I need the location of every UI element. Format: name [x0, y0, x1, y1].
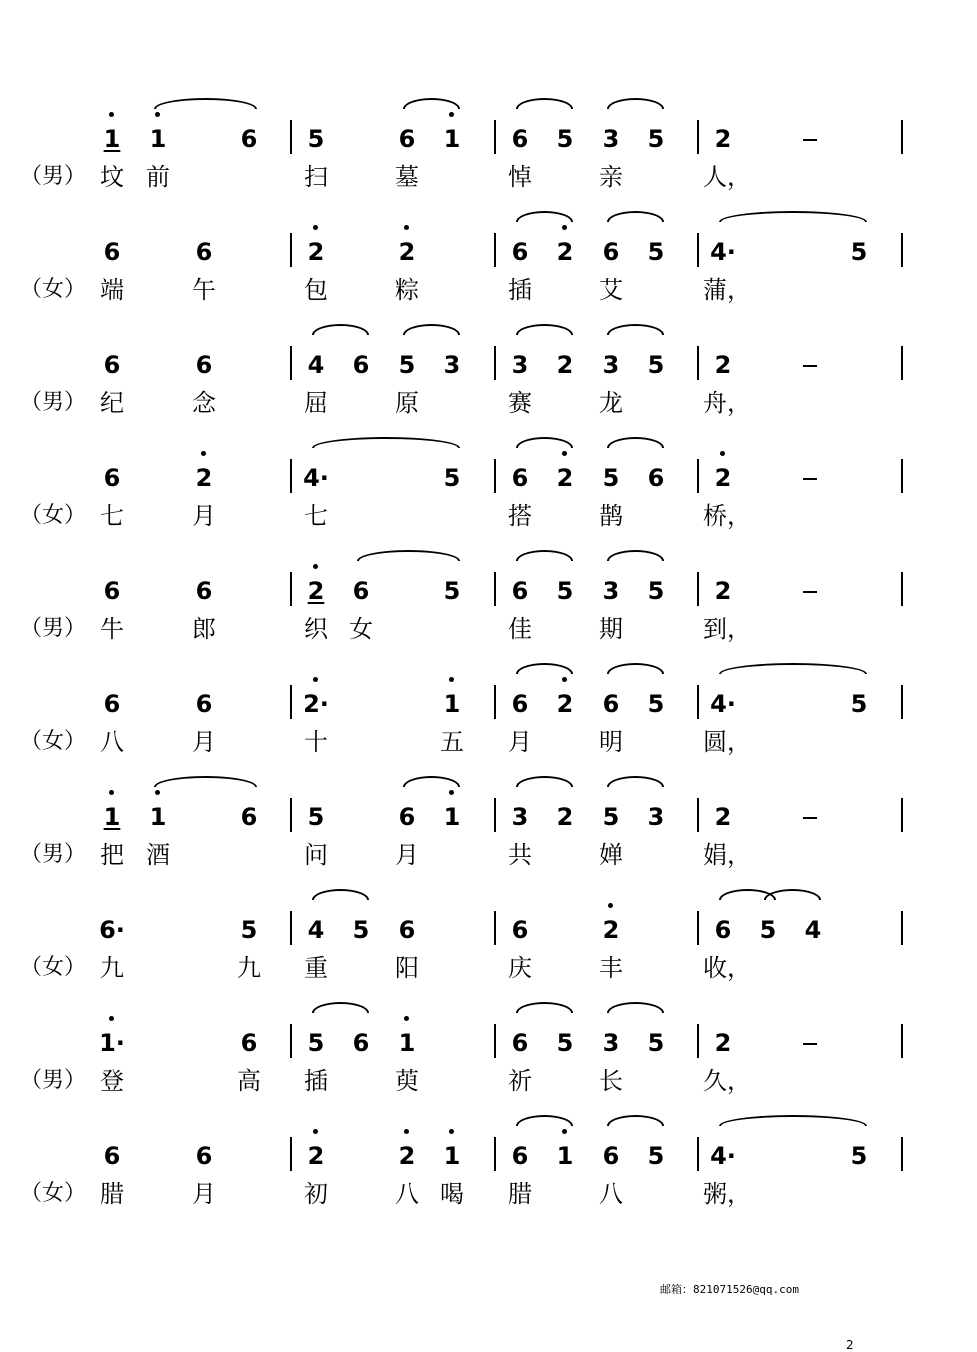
- note: 6: [352, 351, 370, 379]
- bar-line: [494, 233, 496, 267]
- note: 5: [307, 1029, 325, 1057]
- note: 2: [392, 1141, 422, 1171]
- note: 6: [511, 1029, 529, 1057]
- lyric-char: 腊: [100, 1180, 124, 1208]
- lyric-char: 屈: [304, 389, 328, 417]
- high-octave-dot: [449, 112, 454, 117]
- note: 6: [103, 690, 121, 718]
- lyric-char: 亲: [599, 163, 623, 191]
- lyric-char: 粽: [395, 276, 419, 304]
- lyric-char: 五: [440, 728, 464, 756]
- singer-label: （男）: [20, 390, 87, 415]
- bar-line: [901, 572, 903, 606]
- bar-line: [290, 911, 292, 945]
- high-octave-dot: [562, 1129, 567, 1134]
- slur: [403, 98, 460, 109]
- lyric-char: 月: [395, 841, 419, 869]
- note: 4: [307, 351, 325, 379]
- high-octave-dot: [449, 1129, 454, 1134]
- lyric-char: 萸: [395, 1067, 419, 1095]
- lyric-char: 原: [395, 389, 419, 417]
- lyric-char: 端: [100, 276, 124, 304]
- high-octave-dot: [155, 112, 160, 117]
- bar-line: [290, 1137, 292, 1171]
- lyric-char: 包: [304, 276, 328, 304]
- lyric-char: 高: [237, 1067, 261, 1095]
- lyric-char: 念: [192, 389, 216, 417]
- bar-line: [290, 233, 292, 267]
- lyric-char: 把: [100, 841, 124, 869]
- lyric-char: 祈: [508, 1067, 532, 1095]
- singer-label: （女）: [20, 503, 87, 528]
- sustain-dash: [803, 139, 817, 141]
- lyric-char: 收，: [703, 954, 751, 982]
- lyric-char: 八: [100, 728, 124, 756]
- lyric-char: 到，: [703, 615, 751, 643]
- lyric-char: 重: [304, 954, 328, 982]
- note: 2: [714, 803, 732, 831]
- lyric-char: 问: [304, 841, 328, 869]
- lyric-char: 十: [304, 728, 328, 756]
- bar-line: [697, 120, 699, 154]
- slur: [607, 98, 664, 109]
- music-system: [0, 237, 977, 349]
- high-octave-dot: [109, 112, 114, 117]
- lyric-char: 七: [100, 502, 124, 530]
- bar-line: [290, 459, 292, 493]
- note: 6: [647, 464, 665, 492]
- bar-line: [494, 120, 496, 154]
- note: 5: [602, 803, 620, 831]
- singer-label: （女）: [20, 1181, 87, 1206]
- bar-line: [901, 1137, 903, 1171]
- lyric-char: 腊: [508, 1180, 532, 1208]
- note: 4·: [710, 238, 736, 266]
- music-system: [0, 689, 977, 801]
- high-octave-dot: [109, 1016, 114, 1021]
- note: 6: [511, 690, 529, 718]
- note: 2: [596, 915, 626, 945]
- lyric-char: 九: [100, 954, 124, 982]
- note: 5: [307, 125, 325, 153]
- note: 1: [97, 802, 127, 832]
- note: 6: [103, 577, 121, 605]
- sustain-dash: [803, 817, 817, 819]
- lyric-char: 龙: [599, 389, 623, 417]
- note: 2: [189, 463, 219, 493]
- lyric-char: 舟，: [703, 389, 751, 417]
- bar-line: [901, 911, 903, 945]
- note: 5: [647, 238, 665, 266]
- music-system: [0, 350, 977, 462]
- lyric-char: 牛: [100, 615, 124, 643]
- note: 2: [714, 125, 732, 153]
- music-system: [0, 463, 977, 575]
- note: 6: [103, 238, 121, 266]
- bar-line: [290, 798, 292, 832]
- note: 1: [437, 1141, 467, 1171]
- bar-line: [901, 1024, 903, 1058]
- lyric-char: 郎: [192, 615, 216, 643]
- note: 5: [647, 690, 665, 718]
- bar-line: [494, 685, 496, 719]
- note: 2: [708, 463, 738, 493]
- note: 1: [392, 1028, 422, 1058]
- note: 2: [714, 351, 732, 379]
- high-octave-dot: [562, 451, 567, 456]
- lyric-char: 期: [599, 615, 623, 643]
- singer-label: （男）: [20, 842, 87, 867]
- note: 2: [714, 1029, 732, 1057]
- high-octave-dot: [404, 225, 409, 230]
- sustain-dash: [803, 1043, 817, 1045]
- lyric-char: 月: [192, 1180, 216, 1208]
- note: 1: [437, 689, 467, 719]
- bar-line: [697, 1137, 699, 1171]
- note: 3: [511, 803, 529, 831]
- lyric-char: 婵: [599, 841, 623, 869]
- lyric-char: 月: [192, 502, 216, 530]
- lyric-char: 娟，: [703, 841, 751, 869]
- note: 5: [647, 351, 665, 379]
- high-octave-dot: [313, 225, 318, 230]
- lyric-char: 午: [192, 276, 216, 304]
- note: 2: [556, 803, 574, 831]
- singer-label: （男）: [20, 616, 87, 641]
- note: 6: [195, 238, 213, 266]
- note: 5: [647, 577, 665, 605]
- lyric-char: 月: [508, 728, 532, 756]
- note: 3: [602, 351, 620, 379]
- slur: [516, 98, 573, 109]
- note: 2: [550, 237, 580, 267]
- bar-line: [494, 346, 496, 380]
- bar-line: [697, 572, 699, 606]
- note: 5: [850, 238, 868, 266]
- lyric-char: 月: [192, 728, 216, 756]
- music-system: [0, 802, 977, 914]
- high-octave-dot: [313, 677, 318, 682]
- bar-line: [494, 572, 496, 606]
- note: 4·: [303, 464, 329, 492]
- note: 6: [103, 1142, 121, 1170]
- music-system: [0, 1141, 977, 1253]
- note: 6: [195, 351, 213, 379]
- bar-line: [901, 685, 903, 719]
- high-octave-dot: [404, 1129, 409, 1134]
- lyric-char: 长: [599, 1067, 623, 1095]
- lyric-char: 阳: [395, 954, 419, 982]
- lyric-char: 悼: [508, 163, 532, 191]
- slur: [154, 98, 257, 109]
- note: 5: [647, 1142, 665, 1170]
- bar-line: [290, 1024, 292, 1058]
- note: 6: [240, 1029, 258, 1057]
- note: 4: [307, 916, 325, 944]
- bar-line: [290, 120, 292, 154]
- singer-label: （女）: [20, 729, 87, 754]
- note: 5: [850, 1142, 868, 1170]
- bar-line: [494, 1137, 496, 1171]
- lyric-char: 八: [395, 1180, 419, 1208]
- sustain-dash: [803, 478, 817, 480]
- note: 5: [647, 1029, 665, 1057]
- high-octave-dot: [201, 451, 206, 456]
- bar-line: [901, 346, 903, 380]
- note: 6: [602, 1142, 620, 1170]
- high-octave-dot: [720, 451, 725, 456]
- lyric-char: 插: [508, 276, 532, 304]
- high-octave-dot: [562, 225, 567, 230]
- note: 5: [556, 125, 574, 153]
- lyric-char: 插: [304, 1067, 328, 1095]
- lyric-char: 蒲，: [703, 276, 751, 304]
- note: 5: [352, 916, 370, 944]
- lyric-char: 八: [599, 1180, 623, 1208]
- note: 1: [550, 1141, 580, 1171]
- note: 6: [511, 464, 529, 492]
- note: 6: [240, 125, 258, 153]
- bar-line: [901, 459, 903, 493]
- note: 2: [550, 689, 580, 719]
- note: 2: [301, 237, 331, 267]
- singer-label: （女）: [20, 277, 87, 302]
- lyric-char: 桥，: [703, 502, 751, 530]
- lyric-char: 赛: [508, 389, 532, 417]
- note: 1: [143, 124, 173, 154]
- note: 6: [511, 125, 529, 153]
- lyric-char: 鹊: [599, 502, 623, 530]
- note: 6: [352, 577, 370, 605]
- note: 6·: [99, 916, 125, 944]
- note: 6: [195, 690, 213, 718]
- note: 3: [443, 351, 461, 379]
- note: 1: [437, 124, 467, 154]
- note: 2: [301, 576, 331, 606]
- note: 5: [443, 577, 461, 605]
- lyric-char: 明: [599, 728, 623, 756]
- note: 6: [240, 803, 258, 831]
- note: 6: [398, 803, 416, 831]
- bar-line: [901, 120, 903, 154]
- lyric-char: 酒: [146, 841, 170, 869]
- note: 1·: [97, 1028, 127, 1058]
- note: 2: [714, 577, 732, 605]
- high-octave-dot: [313, 564, 318, 569]
- note: 5: [240, 916, 258, 944]
- note: 6: [103, 351, 121, 379]
- note: 6: [602, 690, 620, 718]
- note: 2: [392, 237, 422, 267]
- note: 6: [103, 464, 121, 492]
- lyric-char: 织: [304, 615, 328, 643]
- note: 5: [647, 125, 665, 153]
- page-number: 2: [846, 1338, 854, 1352]
- bar-line: [290, 685, 292, 719]
- sustain-dash: [803, 365, 817, 367]
- note: 6: [511, 1142, 529, 1170]
- note: 5: [759, 916, 777, 944]
- note: 2: [556, 351, 574, 379]
- note: 4·: [710, 1142, 736, 1170]
- high-octave-dot: [608, 903, 613, 908]
- music-system: [0, 915, 977, 1027]
- note: 2·: [301, 689, 331, 719]
- high-octave-dot: [313, 1129, 318, 1134]
- lyric-char: 登: [100, 1067, 124, 1095]
- sustain-dash: [803, 591, 817, 593]
- note: 5: [556, 577, 574, 605]
- note: 6: [352, 1029, 370, 1057]
- high-octave-dot: [109, 790, 114, 795]
- note: 4·: [710, 690, 736, 718]
- note: 1: [143, 802, 173, 832]
- singer-label: （女）: [20, 955, 87, 980]
- note: 6: [511, 238, 529, 266]
- bar-line: [494, 1024, 496, 1058]
- bar-line: [901, 233, 903, 267]
- bar-line: [494, 911, 496, 945]
- note: 6: [511, 916, 529, 944]
- bar-line: [494, 459, 496, 493]
- note: 3: [602, 1029, 620, 1057]
- bar-line: [697, 1024, 699, 1058]
- note: 6: [714, 916, 732, 944]
- lyric-char: 九: [237, 954, 261, 982]
- lyric-char: 搭: [508, 502, 532, 530]
- note: 6: [398, 125, 416, 153]
- high-octave-dot: [155, 790, 160, 795]
- note: 1: [437, 802, 467, 832]
- lyric-char: 人，: [703, 163, 751, 191]
- bar-line: [697, 459, 699, 493]
- high-octave-dot: [562, 677, 567, 682]
- note: 3: [647, 803, 665, 831]
- bar-line: [697, 346, 699, 380]
- lyric-char: 女: [349, 615, 373, 643]
- lyric-char: 初: [304, 1180, 328, 1208]
- note: 2: [301, 1141, 331, 1171]
- lyric-char: 共: [508, 841, 532, 869]
- lyric-char: 久，: [703, 1067, 751, 1095]
- note: 6: [195, 577, 213, 605]
- note: 5: [443, 464, 461, 492]
- singer-label: （男）: [20, 1068, 87, 1093]
- bar-line: [290, 572, 292, 606]
- high-octave-dot: [449, 790, 454, 795]
- lyric-char: 七: [304, 502, 328, 530]
- lyric-char: 坟: [100, 163, 124, 191]
- email-footer: 邮箱：821071526@qq.com: [660, 1283, 799, 1296]
- lyric-char: 圆，: [703, 728, 751, 756]
- bar-line: [697, 685, 699, 719]
- high-octave-dot: [449, 677, 454, 682]
- note: 2: [550, 463, 580, 493]
- note: 5: [850, 690, 868, 718]
- note: 5: [602, 464, 620, 492]
- note: 6: [195, 1142, 213, 1170]
- lyric-char: 纪: [100, 389, 124, 417]
- bar-line: [290, 346, 292, 380]
- note: 4: [804, 916, 822, 944]
- lyric-char: 艾: [599, 276, 623, 304]
- note: 3: [602, 577, 620, 605]
- note: 5: [398, 351, 416, 379]
- note: 6: [602, 238, 620, 266]
- lyric-char: 佳: [508, 615, 532, 643]
- note: 3: [602, 125, 620, 153]
- bar-line: [697, 233, 699, 267]
- bar-line: [697, 911, 699, 945]
- bar-line: [494, 798, 496, 832]
- lyric-char: 粥，: [703, 1180, 751, 1208]
- note: 1: [97, 124, 127, 154]
- note: 6: [511, 577, 529, 605]
- lyric-char: 庆: [508, 954, 532, 982]
- lyric-char: 扫: [304, 163, 328, 191]
- lyric-char: 喝: [440, 1180, 464, 1208]
- singer-label: （男）: [20, 164, 87, 189]
- note: 3: [511, 351, 529, 379]
- note: 6: [398, 916, 416, 944]
- bar-line: [901, 798, 903, 832]
- lyric-char: 丰: [599, 954, 623, 982]
- lyric-char: 前: [146, 163, 170, 191]
- lyric-char: 墓: [395, 163, 419, 191]
- note: 5: [556, 1029, 574, 1057]
- note: 5: [307, 803, 325, 831]
- bar-line: [697, 798, 699, 832]
- high-octave-dot: [404, 1016, 409, 1021]
